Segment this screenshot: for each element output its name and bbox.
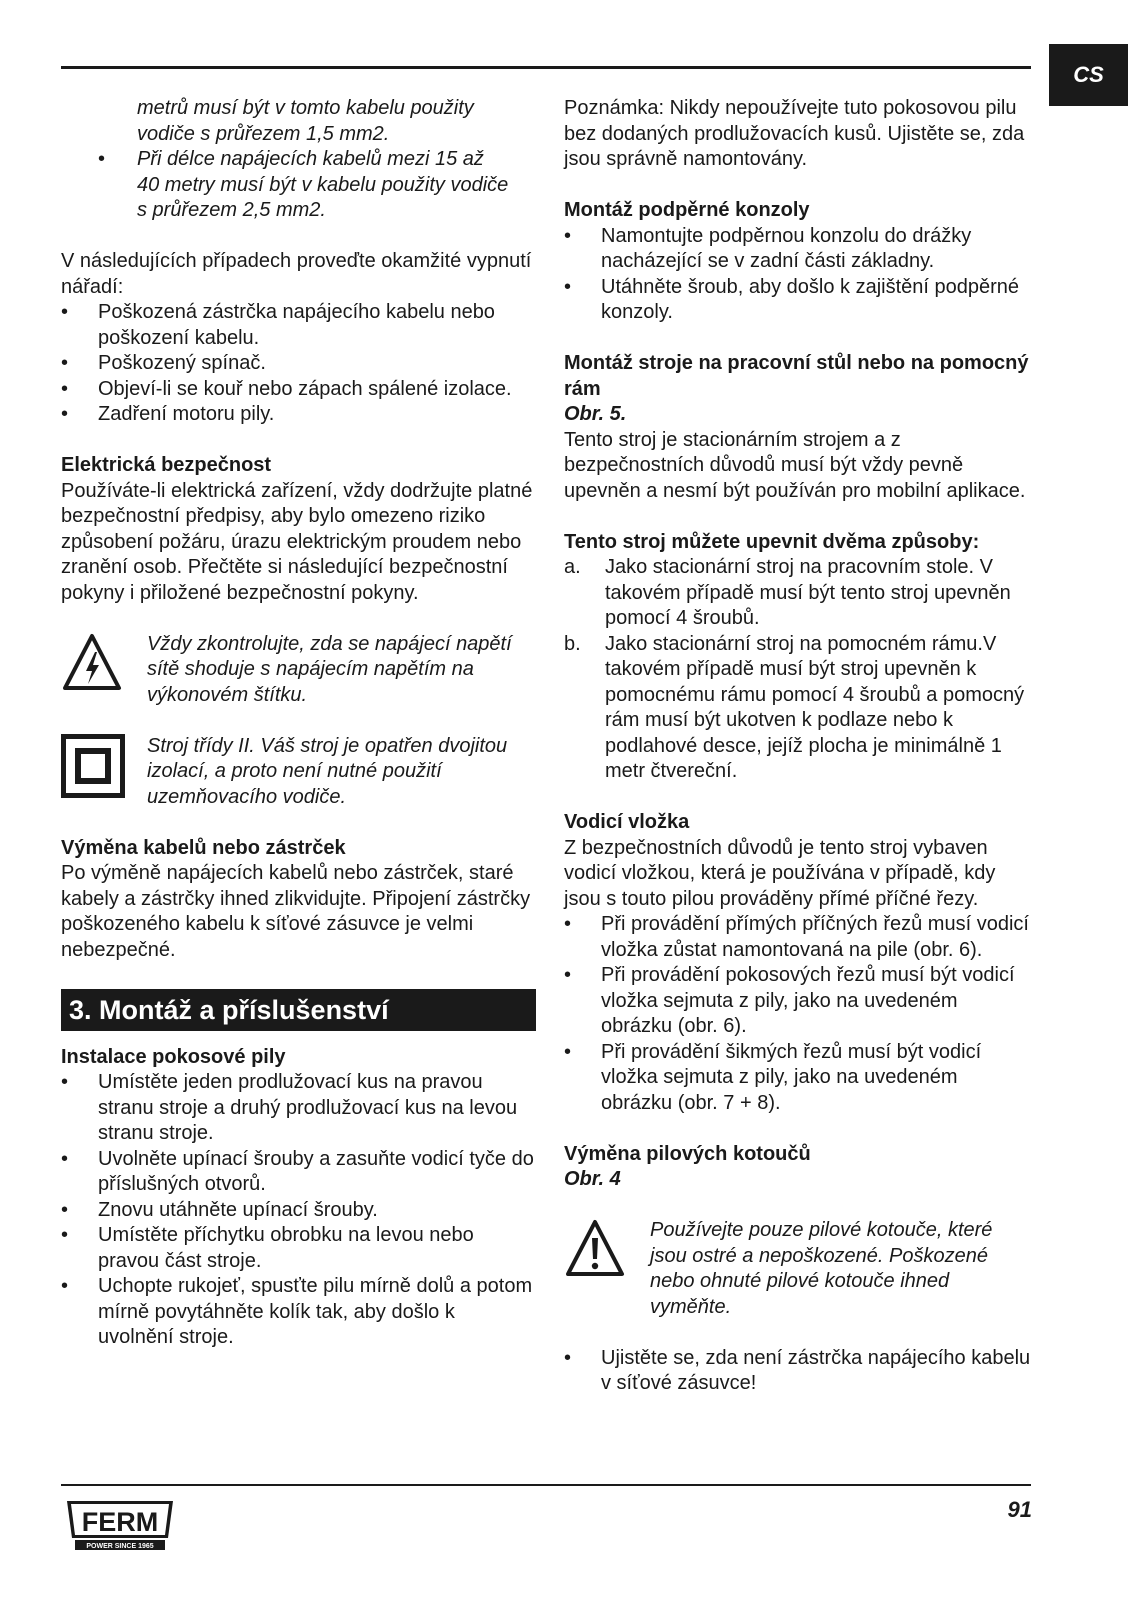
blade-figure-ref: Obr. 4 xyxy=(564,1168,621,1190)
list-item: • Při provádění šikmých řezů musí být vodicí vložka sejmuta z pily, jako na uvedeném obrázku (obr. 7 + 8). xyxy=(564,1040,982,1114)
list-item: • Namontujte podpěrnou konzolu do drážky nacházející se v zadní části základny. xyxy=(564,224,972,272)
list-item: • Při provádění přímých příčných řezů musí vodicí vložka zůstat namontovaná na pile (obr. 6). xyxy=(564,913,1029,961)
mount-text: Tento stroj je stacionárním strojem a z bezpečnostních důvodů musí být vždy pevně upevněn a nesmí být používán pro mobilní aplikace. xyxy=(564,428,1026,502)
list-item: • Objeví-li se kouř nebo zápach spálené izolace. xyxy=(61,377,512,400)
list-item: • Ujistěte se, zda není zástrčka napájecího kabelu v síťové zásuvce! xyxy=(564,1346,1031,1394)
list-item: • Poškozený spínač. xyxy=(61,352,266,374)
list-item: • Umístěte jeden prodlužovací kus na pravou stranu stroje a druhý prodlužovací kus na levou stranu stroje. xyxy=(61,1071,518,1144)
bullet-mark: • xyxy=(98,148,106,170)
mount-figure-ref: Obr. 5. xyxy=(564,403,627,425)
class2-notice: Stroj třídy II. Váš stroj je opatřen dvojitou izolací, a proto není nutné použití uzemňovacího vodiče. xyxy=(61,734,536,811)
list-item: • Umístěte příchytku obrobku na levou nebo pravou část stroje. xyxy=(61,1224,474,1272)
install-list xyxy=(61,1070,536,1351)
list-item: • Zadření motoru pily. xyxy=(61,403,275,425)
guide-text: Z bezpečnostních důvodů je tento stroj vybaven vodicí vložkou, která je používána v případě, kdy jsou s touto pilou prováděny přímé příčné řezy. xyxy=(564,836,996,910)
shutdown-list xyxy=(61,300,536,428)
double-insulation-icon xyxy=(61,734,147,806)
note-paragraph: Poznámka: Nikdy nepoužívejte tuto pokosovou pilu bez dodaných prodlužovacích kusů. Ujistěte se, zda jsou správně namontovány. xyxy=(564,97,1025,170)
bracket-heading: Montáž podpěrné konzoly xyxy=(564,199,810,221)
list-item: • Při provádění pokosových řezů musí být vodicí vložka sejmuta z pily, jako na uvedeném obrázku (obr. 6). xyxy=(564,964,1015,1037)
mount-heading: Montáž stroje na pracovní stůl nebo na pomocný rám xyxy=(564,352,1029,400)
section-title: 3. Montáž a příslušenství xyxy=(61,989,536,1031)
ways-heading: Tento stroj můžete upevnit dvěma způsoby: xyxy=(564,530,980,553)
cable-heading: Výměna kabelů nebo zástrček xyxy=(61,836,346,859)
svg-text:FERM: FERM xyxy=(81,1507,159,1537)
list-item: • Poškozená zástrčka napájecího kabelu nebo poškození kabelu. xyxy=(61,301,495,349)
warning-icon xyxy=(564,1218,650,1286)
bracket-list xyxy=(564,224,1034,326)
electrical-safety-heading: Elektrická bezpečnost xyxy=(61,454,272,476)
cable-text: Po výměně napájecích kabelů nebo zástrček, staré kabely a zástrčky ihned zlikvidujte. Připojení zástrčky poškozeného kabelu k síťové zásuvce je velmi nebezpečné. xyxy=(61,862,531,961)
guide-heading: Vodicí vložka xyxy=(564,811,690,833)
list-item: a. Jako stacionární stroj na pracovním stole. V takovém případě musí být tento stroj upevněn pomocí 4 šroubů. xyxy=(564,556,1011,629)
list-item: • Uchopte rukojeť, spusťte pilu mírně dolů a potom mírně povytáhněte kolík tak, aby došlo k uvolnění stroje. xyxy=(61,1275,533,1348)
blade-heading: Výměna pilových kotoučů xyxy=(564,1142,811,1165)
blade-warning: Používejte pouze pilové kotouče, které jsou ostré a nepoškozené. Poškozené nebo ohnuté pilové kotouče ihned vyměňte. xyxy=(564,1218,1034,1320)
ways-list xyxy=(564,555,1034,785)
bottom-rule xyxy=(61,1484,1031,1486)
svg-text:POWER SINCE 1965: POWER SINCE 1965 xyxy=(86,1543,154,1550)
ferm-logo xyxy=(61,1498,179,1560)
final-list xyxy=(564,1346,1034,1397)
right-column xyxy=(564,96,1034,1397)
intro-bullet: • Při délce napájecích kabelů mezi 15 až 40 metry musí být v kabelu použity vodiče s průřezem 2,5 mm2. xyxy=(98,148,509,221)
list-item: • Znovu utáhněte upínací šrouby. xyxy=(61,1198,378,1221)
page-number: 91 xyxy=(1007,1497,1032,1522)
list-item: • Utáhněte šroub, aby došlo k zajištění podpěrné konzoly. xyxy=(564,275,1020,323)
install-heading: Instalace pokosové pily xyxy=(61,1045,286,1068)
left-column xyxy=(61,96,536,1351)
intro-continuation: metrů musí být v tomto kabelu použity vodiče s průřezem 1,5 mm2. xyxy=(137,97,474,145)
shutdown-paragraph: V následujících případech proveďte okamžité vypnutí nářadí: xyxy=(61,250,532,298)
electric-hazard-icon xyxy=(61,632,147,700)
list-item: b. Jako stacionární stroj na pomocném rámu.V takovém případě musí být stroj upevněn k pomocnému rámu pomocí 4 šroubů a pomocný rám musí být ukotven k podlaze nebo k podlahové desce, jejíž plocha je minimálně 1 metr čtvereční. xyxy=(564,632,1025,782)
guide-list xyxy=(564,912,1034,1116)
electrical-safety-text: Používáte-li elektrická zařízení, vždy dodržujte platné bezpečnostní předpisy, aby bylo omezeno riziko způsobení požáru, úrazu elektrickým proudem nebo zranění osob. Přečtěte si následující bezpečnostní pokyny i přiložené bezpečnostní pokyny. xyxy=(61,479,533,604)
top-rule xyxy=(61,66,1031,69)
list-item: • Uvolněte upínací šrouby a zasuňte vodicí tyče do příslušných otvorů. xyxy=(61,1147,534,1195)
language-tab: CS xyxy=(1049,44,1128,106)
voltage-warning: Vždy zkontrolujte, zda se napájecí napětí sítě shoduje s napájecím napětím na výkonovém štítku. xyxy=(61,632,536,709)
